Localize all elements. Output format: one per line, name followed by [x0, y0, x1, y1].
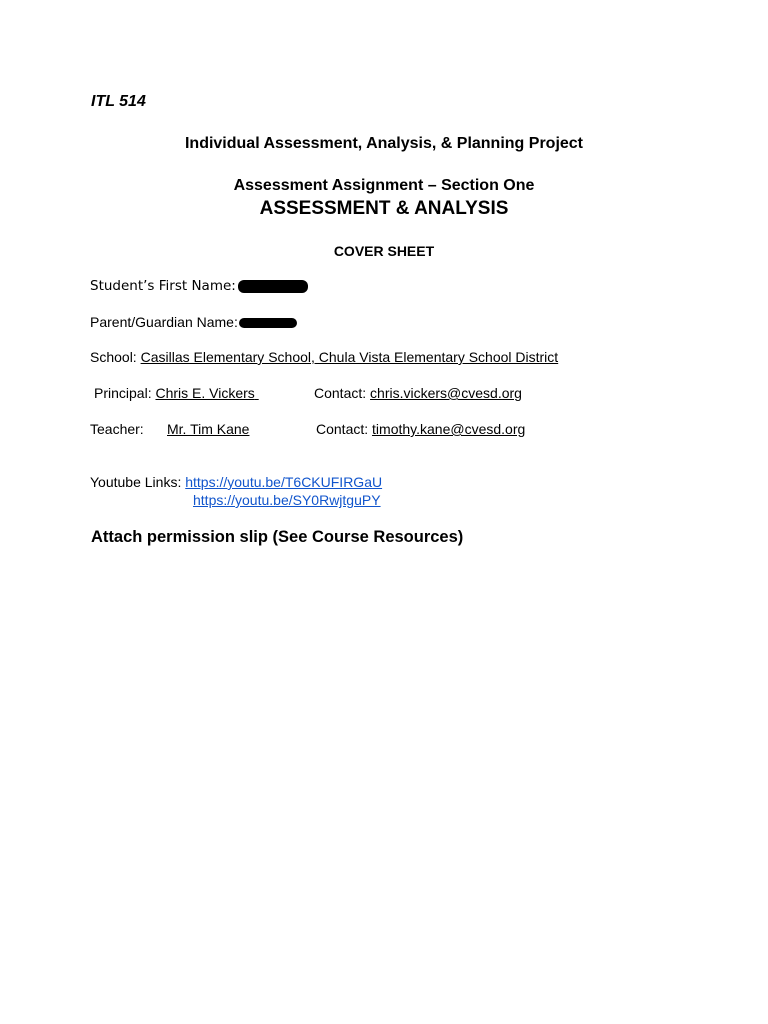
parent-name-field [90, 314, 297, 330]
student-name-label: Student’s First Name: [90, 278, 236, 294]
principal-contact [314, 385, 522, 401]
course-code: ITL 514 [91, 93, 146, 110]
principal-contact-label: Contact: [314, 385, 367, 401]
assignment-title: Assessment Assignment – Section One [233, 177, 535, 194]
teacher-contact [316, 421, 525, 437]
school-field [90, 349, 558, 365]
section-title: ASSESSMENT & ANALYSIS [259, 198, 509, 219]
principal-field [94, 385, 259, 401]
redacted-student-name [238, 280, 308, 293]
youtube-link-2[interactable]: https://youtu.be/SY0RwjtguPY [193, 492, 381, 508]
parent-name-label: Parent/Guardian Name: [90, 314, 238, 330]
principal-name: Chris E. Vickers [155, 385, 255, 401]
school-value: Casillas Elementary School, Chula Vista Elementary School District [140, 349, 559, 365]
youtube-link-1[interactable]: https://youtu.be/T6CKUFIRGaU [185, 474, 383, 490]
teacher-email[interactable]: timothy.kane@cvesd.org [372, 421, 526, 437]
cover-sheet-title: COVER SHEET [333, 243, 435, 259]
teacher-contact-label: Contact: [316, 421, 369, 437]
youtube-label: Youtube Links: [90, 474, 182, 490]
youtube-field [90, 474, 382, 490]
project-title: Individual Assessment, Analysis, & Planning Project [184, 135, 584, 152]
teacher-label: Teacher: [90, 421, 144, 437]
student-name-field [90, 278, 308, 294]
redacted-parent-name [239, 318, 297, 328]
school-label: School: [90, 349, 137, 365]
principal-email[interactable]: chris.vickers@cvesd.org [370, 385, 522, 401]
teacher-name: Mr. Tim Kane [167, 421, 250, 437]
principal-label: Principal: [94, 385, 152, 401]
attach-permission-note: Attach permission slip (See Course Resources) [91, 528, 464, 546]
